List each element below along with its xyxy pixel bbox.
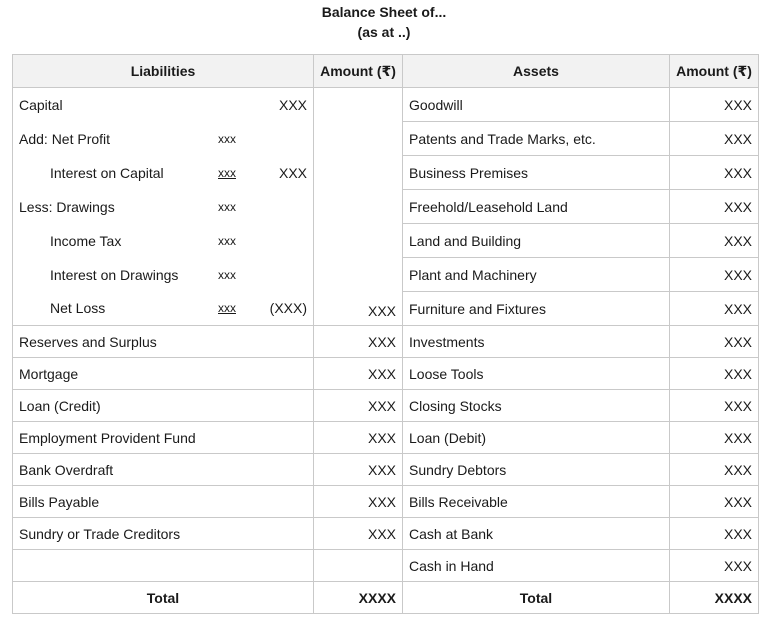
sheet-subtitle: (as at ..) <box>357 24 411 40</box>
liability-subtotal: XXX <box>278 96 307 113</box>
asset-label: Investments <box>403 326 670 358</box>
liability-amount: XXX <box>314 454 403 486</box>
asset-label: Patents and Trade Marks, etc. <box>403 122 670 156</box>
table-row <box>13 88 759 122</box>
asset-amount: XXX <box>670 258 759 292</box>
title-block <box>0 0 768 54</box>
asset-amount: XXX <box>670 156 759 190</box>
liability-detail-amount: xxx <box>218 131 236 146</box>
liability-label: Income Tax <box>50 232 122 249</box>
liability-amount: XXX <box>314 326 403 358</box>
liability-label: Interest on Capital <box>50 164 164 181</box>
liability-amount: XXX <box>314 486 403 518</box>
total-label-assets: Total <box>403 582 670 614</box>
liability-detail-amount: xxx <box>218 199 236 214</box>
asset-amount: XXX <box>670 454 759 486</box>
asset-label: Plant and Machinery <box>403 258 670 292</box>
asset-label: Business Premises <box>403 156 670 190</box>
asset-label: Furniture and Fixtures <box>403 292 670 326</box>
asset-label: Cash at Bank <box>403 518 670 550</box>
liability-detail-amount: xxx <box>218 165 236 180</box>
asset-amount: XXX <box>670 518 759 550</box>
liability-label: Employment Provident Fund <box>13 422 314 454</box>
asset-amount: XXX <box>670 358 759 390</box>
table-row <box>13 326 759 358</box>
asset-label: Land and Building <box>403 224 670 258</box>
liability-label: Interest on Drawings <box>50 266 179 283</box>
empty-cell <box>314 550 403 582</box>
asset-label: Loose Tools <box>403 358 670 390</box>
asset-amount: XXX <box>670 390 759 422</box>
capital-amount: XXX <box>314 88 403 326</box>
table-row <box>13 390 759 422</box>
asset-amount: XXX <box>670 550 759 582</box>
asset-amount: XXX <box>670 224 759 258</box>
total-row <box>13 582 759 614</box>
liability-amount: XXX <box>314 390 403 422</box>
capital-line <box>13 122 314 156</box>
asset-label: Loan (Debit) <box>403 422 670 454</box>
capital-line <box>13 190 314 224</box>
liability-detail-amount: xxx <box>218 301 236 316</box>
capital-line <box>13 292 314 326</box>
table-row <box>13 550 759 582</box>
asset-amount: XXX <box>670 88 759 122</box>
capital-line <box>13 156 314 190</box>
liability-label: Bank Overdraft <box>13 454 314 486</box>
balance-sheet-table <box>12 54 759 614</box>
liability-amount: XXX <box>314 422 403 454</box>
sheet-title: Balance Sheet of... <box>321 4 447 20</box>
liability-label: Loan (Credit) <box>13 390 314 422</box>
asset-label: Closing Stocks <box>403 390 670 422</box>
liability-detail-amount: xxx <box>218 233 236 248</box>
asset-label: Goodwill <box>403 88 670 122</box>
asset-amount: XXX <box>670 190 759 224</box>
assets-header: Assets <box>403 55 670 88</box>
liability-label: Capital <box>19 96 63 113</box>
liability-label: Net Loss <box>50 300 106 317</box>
capital-line <box>13 258 314 292</box>
asset-label: Freehold/Leasehold Land <box>403 190 670 224</box>
amount-liabilities-header: Amount (₹) <box>314 55 403 88</box>
table-row <box>13 454 759 486</box>
table-row <box>13 422 759 454</box>
liability-label: Less: Drawings <box>19 198 115 215</box>
table-row <box>13 518 759 550</box>
liability-detail-amount: xxx <box>218 267 236 282</box>
table-row <box>13 358 759 390</box>
capital-line <box>13 88 314 122</box>
total-amount-liabilities: XXXX <box>314 582 403 614</box>
amount-assets-header: Amount (₹) <box>670 55 759 88</box>
capital-line <box>13 224 314 258</box>
table-row <box>13 486 759 518</box>
total-label-liabilities: Total <box>13 582 314 614</box>
liability-subtotal: XXX <box>278 164 307 181</box>
liability-label: Reserves and Surplus <box>13 326 314 358</box>
liability-label: Sundry or Trade Creditors <box>13 518 314 550</box>
asset-label: Bills Receivable <box>403 486 670 518</box>
liability-label: Bills Payable <box>13 486 314 518</box>
asset-amount: XXX <box>670 486 759 518</box>
table-header-row <box>13 55 759 88</box>
asset-amount: XXX <box>670 292 759 326</box>
liability-label: Mortgage <box>13 358 314 390</box>
liability-label: Add: Net Profit <box>19 130 111 147</box>
asset-amount: XXX <box>670 326 759 358</box>
asset-amount: XXX <box>670 122 759 156</box>
asset-label: Cash in Hand <box>403 550 670 582</box>
liabilities-header: Liabilities <box>13 55 314 88</box>
liability-subtotal: (XXX) <box>269 300 307 317</box>
liability-amount: XXX <box>314 518 403 550</box>
total-amount-assets: XXXX <box>670 582 759 614</box>
asset-amount: XXX <box>670 422 759 454</box>
asset-label: Sundry Debtors <box>403 454 670 486</box>
liability-amount: XXX <box>314 358 403 390</box>
empty-cell <box>13 550 314 582</box>
